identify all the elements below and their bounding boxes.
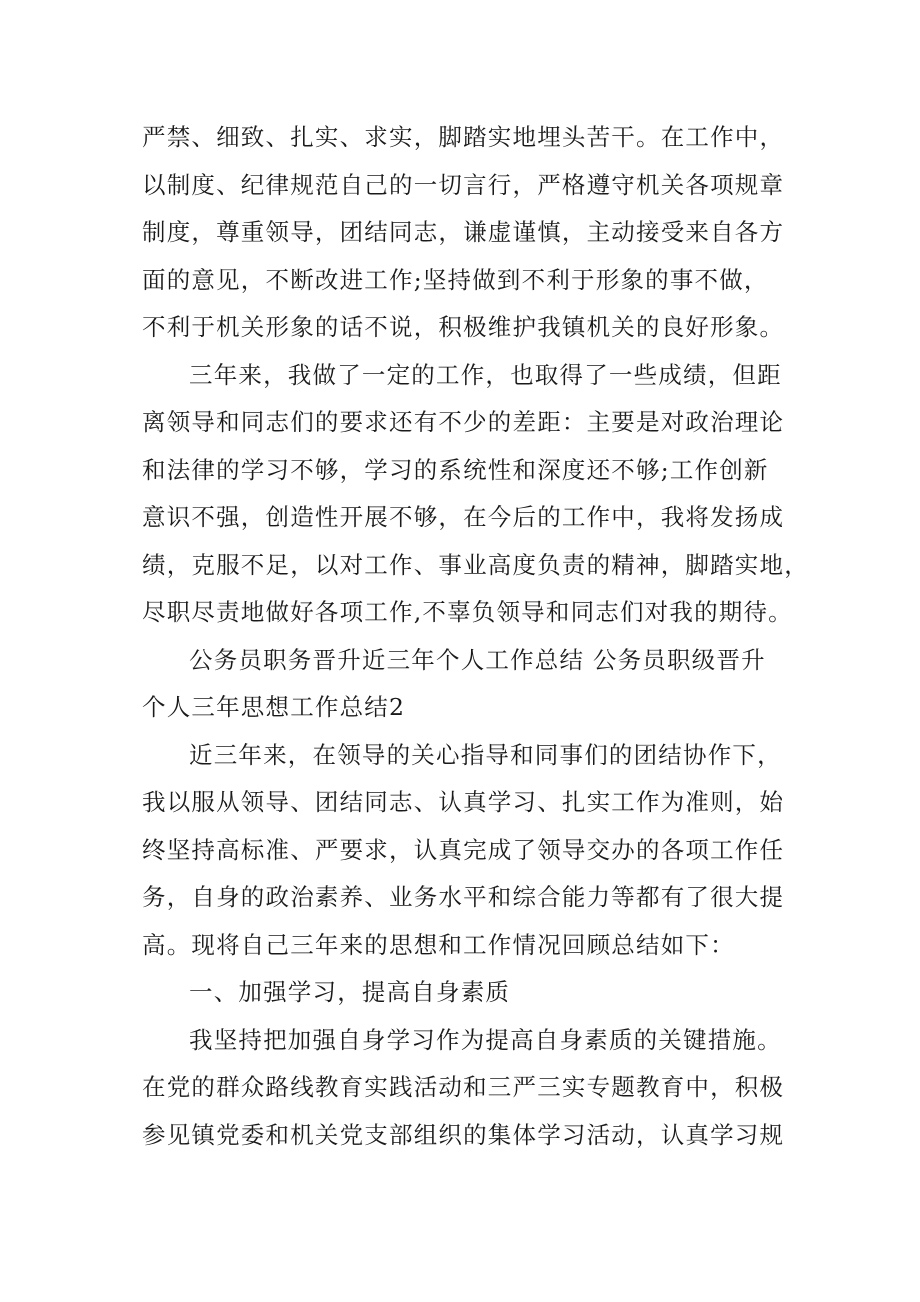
paragraph-line: 我以服从领导、团结同志、认真学习、扎实工作为准则，始 — [142, 788, 785, 816]
paragraph-line: 在党的群众路线教育实践活动和三严三实专题教育中，积极 — [142, 1073, 785, 1101]
paragraph-line: 绩，克服不足，以对工作、事业高度负责的精神，脚踏实地， — [142, 550, 809, 579]
paragraph-line: 参见镇党委和机关党支部组织的集体学习活动，认真学习规 — [142, 1120, 785, 1149]
paragraph-line: 高。现将自己三年来的思想和工作情况回顾总结如下： — [142, 930, 735, 959]
paragraph-line: 不利于机关形象的话不说，积极维护我镇机关的良好形象。 — [142, 313, 785, 341]
section-title-line: 个人三年思想工作总结2 — [142, 693, 406, 721]
paragraph-line: 制度，尊重领导，团结同志，谦虚谨慎，主动接受来自各方 — [142, 218, 785, 246]
paragraph-line: 我坚持把加强自身学习作为提高自身素质的关键措施。 — [189, 1025, 782, 1054]
paragraph-line: 务，自身的政治素养、业务水平和综合能力等都有了很大提 — [142, 883, 785, 911]
subheading-line: 一、加强学习，提高自身素质 — [189, 978, 511, 1006]
paragraph-line: 严禁、细致、扎实、求实，脚踏实地埋头苦干。在工作中， — [142, 123, 785, 151]
paragraph-line: 和法律的学习不够，学习的系统性和深度还不够;工作创新 — [142, 455, 769, 484]
paragraph-line: 以制度、纪律规范自己的一切言行，严格遵守机关各项规章 — [142, 170, 785, 199]
paragraph-line: 三年来，我做了一定的工作，也取得了一些成绩，但距 — [189, 360, 782, 389]
paragraph-line: 面的意见，不断改进工作;坚持做到不利于形象的事不做， — [142, 265, 769, 294]
section-title-line: 公务员职务晋升近三年个人工作总结 公务员职级晋升 — [189, 645, 766, 674]
paragraph-line: 尽职尽责地做好各项工作,不辜负领导和同志们对我的期待。 — [142, 598, 793, 626]
paragraph-line: 终坚持高标准、严要求，认真完成了领导交办的各项工作任 — [142, 835, 785, 864]
paragraph-line: 近三年来，在领导的关心指导和同事们的团结协作下， — [189, 740, 782, 769]
paragraph-line: 离领导和同志们的要求还有不少的差距：主要是对政治理论 — [142, 408, 785, 436]
paragraph-line: 意识不强，创造性开展不够，在今后的工作中，我将发扬成 — [142, 503, 785, 531]
document-body — [142, 114, 809, 1159]
